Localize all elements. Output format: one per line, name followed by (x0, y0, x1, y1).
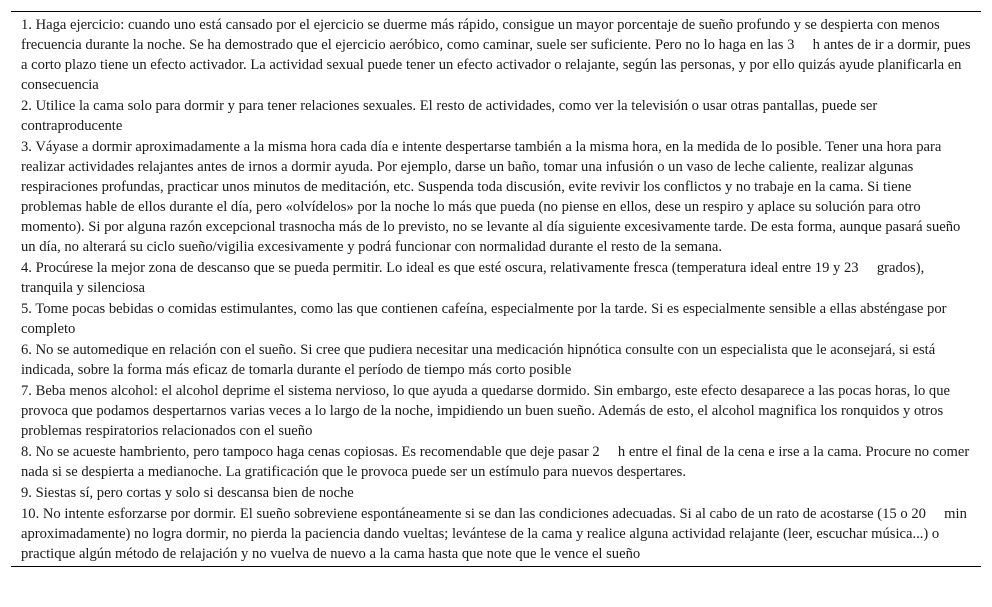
item-5-text: 5. Tome pocas bebidas o comidas estimulantes, como las que contienen cafeína, especialmente por la tarde. Si es especialmente sensible a ellas absténgase por completo (21, 301, 947, 337)
table-row (11, 503, 981, 566)
recommendation-cell-6 (11, 339, 981, 380)
item-8-text-b: h entre el final de la cena e irse a la cama. Procure no comer nada si se despierta a medianoche. La gratificación que le provoca puede ser un estímulo para nuevos despertares. (21, 444, 970, 480)
recommendation-cell-3 (11, 136, 981, 257)
table-row (11, 441, 981, 482)
item-3-text: 3. Váyase a dormir aproximadamente a la misma hora cada día e intente despertarse también a la misma hora, en la medida de lo posible. Tener una hora para realizar actividades relajantes antes de irnos a dormir ayuda. Por ejemplo, darse un baño, tomar una infusión o un vaso de leche caliente, realizar algunas respiraciones profundas, practicar unos minutos de meditación, etc. Suspenda toda discusión, evite revivir los conflictos y no trabaje en la cama. Si tiene problemas hable de ellos durante el día, pero «olvídelos» por la noche lo más que pueda (no piense en ellos, dese un respiro y aplace su solución para otro momento). Si por alguna razón excepcional trasnocha más de lo previsto, no se levante al día siguiente excesivamente tarde. De esta forma, aunque pasará sueño un día, no alterará su ciclo sueño/vigilia excesivamente y podrá funcionar con normalidad durante el resto de la semana. (21, 139, 961, 255)
recommendation-cell-2 (11, 95, 981, 136)
recommendation-cell-9 (11, 482, 981, 503)
table-row (11, 339, 981, 380)
table-row (11, 257, 981, 298)
table-row (11, 95, 981, 136)
recommendation-cell-10 (11, 503, 981, 566)
item-8-number-hours: 2 (592, 444, 600, 460)
recommendation-cell-8 (11, 441, 981, 482)
item-7-text: 7. Beba menos alcohol: el alcohol deprime el sistema nervioso, lo que ayuda a quedarse dormido. Sin embargo, este efecto desaparece a las pocas horas, lo que provoca que podamos despertarnos varias veces a lo largo de la noche, impidiendo un buen sueño. Además de esto, el alcohol magnifica los ronquidos y otros problemas respiratorios relacionados con el sueño (21, 383, 950, 439)
item-10-text-a: 10. No intente esforzarse por dormir. El sueño sobreviene espontáneamente si se dan las condiciones adecuadas. Si al cabo de un rato de acostarse (15 o (21, 506, 912, 522)
item-1-number-hours: 3 (787, 37, 795, 53)
item-4-text-a: 4. Procúrese la mejor zona de descanso que se pueda permitir. Lo ideal es que esté oscura, relativamente fresca (temperatura ideal entre 19 y (21, 260, 844, 276)
recommendation-cell-4 (11, 257, 981, 298)
item-6-text: 6. No se automedique en relación con el sueño. Si cree que pudiera necesitar una medicación hipnótica consulte con un especialista que le aconsejará, si está indicada, sobre la forma más eficaz de tomarla durante el período de tiempo más corto posible (21, 342, 936, 378)
recommendation-cell-1 (11, 12, 981, 95)
recommendations-table-wrapper (11, 11, 981, 567)
table-row (11, 482, 981, 503)
sleep-hygiene-recommendations-table (11, 12, 981, 566)
item-10-number-minutes: 20 (911, 506, 926, 522)
item-9-text: 9. Siestas sí, pero cortas y solo si descansa bien de noche (21, 485, 354, 501)
item-1-text-b: h antes de ir a dormir, pues a corto plazo tiene un efecto activador. La actividad sexual puede tener un efecto activador o relajante, según las personas, y por ello quizás ayude planificarla en consecuencia (21, 37, 971, 93)
item-10-text-b: min aproximadamente) no logra dormir, no pierda la paciencia dando vueltas; levántese de la cama y realice alguna actividad relajante (leer, escuchar música...) o practique algún método de relajación y no vuelva de nuevo a la cama hasta que note que le vence el sueño (21, 506, 967, 562)
item-2-text: 2. Utilice la cama solo para dormir y para tener relaciones sexuales. El resto de actividades, como ver la televisión o usar otras pantallas, puede ser contraproducente (21, 98, 878, 134)
recommendation-cell-5 (11, 298, 981, 339)
table-row (11, 380, 981, 441)
item-8-text-a: 8. No se acueste hambriento, pero tampoco haga cenas copiosas. Es recomendable que deje pasar (21, 444, 593, 460)
table-row (11, 136, 981, 257)
item-4-number-degrees: 23 (843, 260, 859, 276)
table-row (11, 12, 981, 95)
recommendation-cell-7 (11, 380, 981, 441)
table-row (11, 298, 981, 339)
item-1-text-a: 1. Haga ejercicio: cuando uno está cansado por el ejercicio se duerme más rápido, consigue un mayor porcentaje de sueño profundo y se despierta con menos frecuencia durante la noche. Se ha demostrado que el ejercicio aeróbico, como caminar, suele ser suficiente. Pero no lo haga en las (21, 17, 940, 53)
item-4-text-b: grados), tranquila y silenciosa (21, 260, 925, 296)
